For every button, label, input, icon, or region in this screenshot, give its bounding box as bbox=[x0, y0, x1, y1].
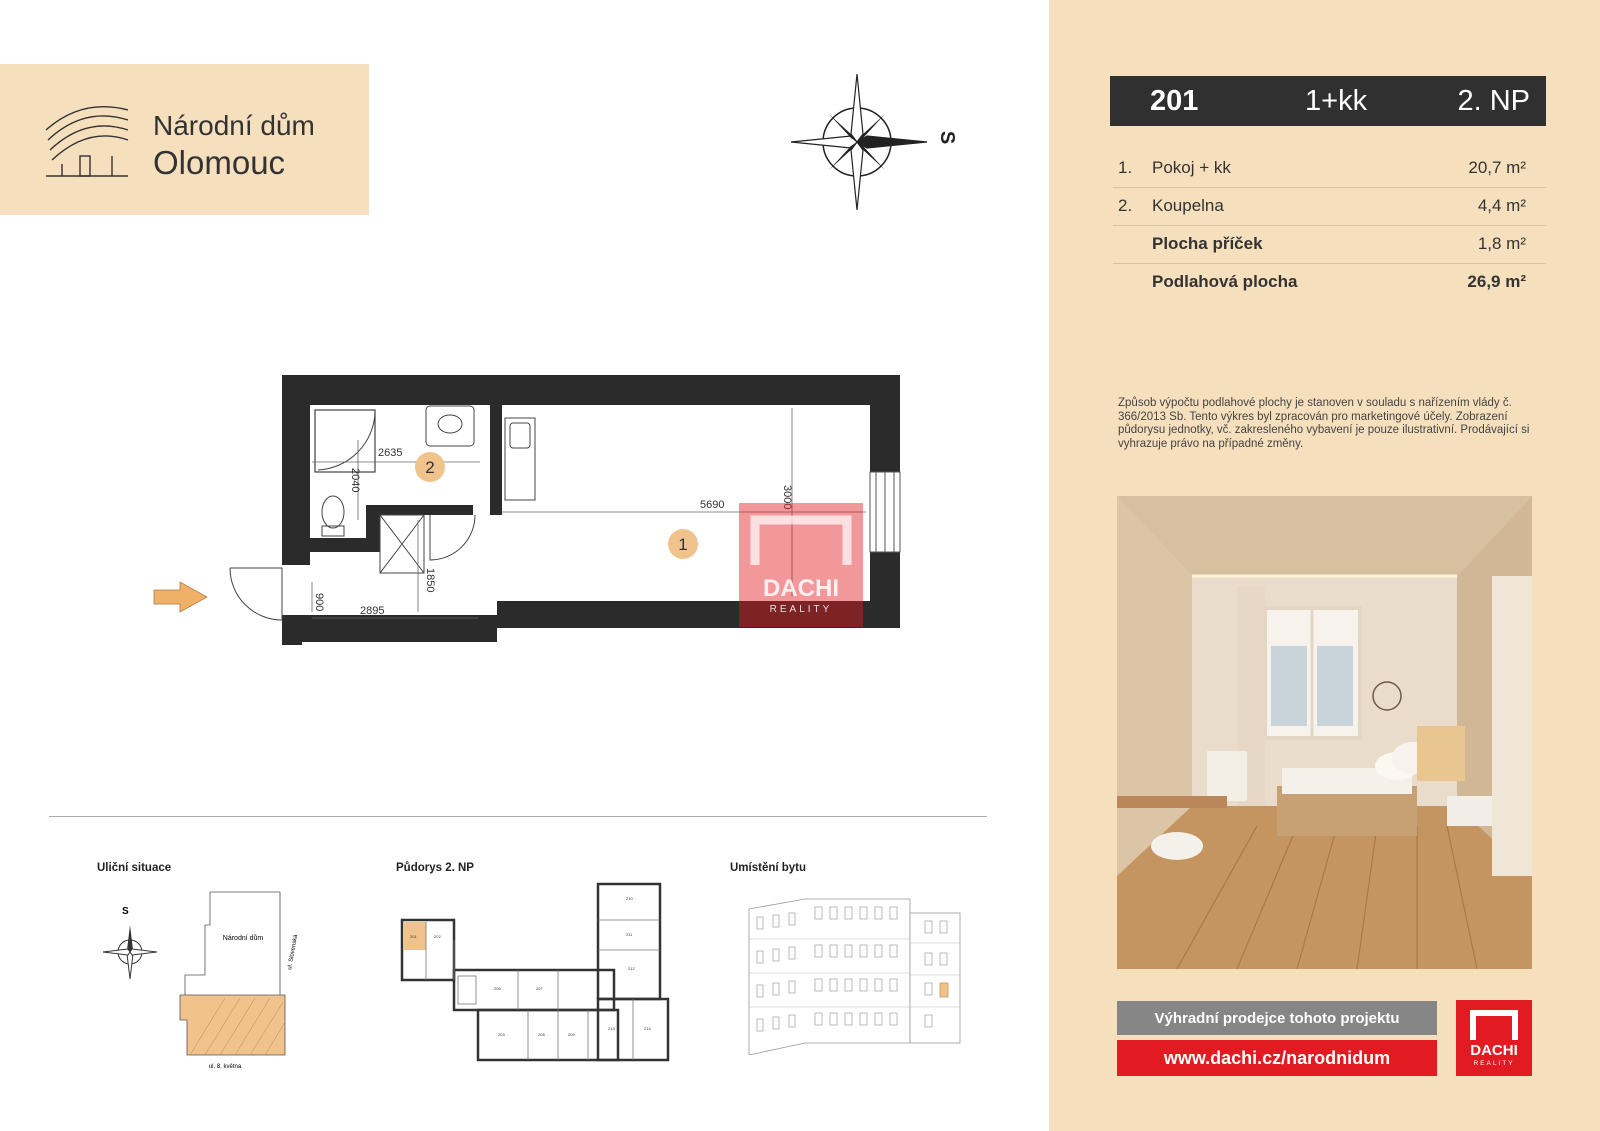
room-name: Pokoj + kk bbox=[1152, 158, 1231, 177]
watermark-sub: REALITY bbox=[769, 604, 833, 615]
floor-area-label: Podlahová plocha bbox=[1152, 272, 1298, 291]
mini-unit-206: 206 bbox=[494, 986, 501, 991]
partition-area-row bbox=[1113, 226, 1546, 264]
unit-floor-plan bbox=[0, 0, 1000, 800]
street-situation-title: Uliční situace bbox=[97, 862, 172, 874]
mini-unit-202: 202 bbox=[434, 934, 441, 939]
unit-floor: 2. NP bbox=[1457, 84, 1530, 117]
mini-unit-208: 208 bbox=[538, 1032, 545, 1037]
room-row bbox=[1113, 150, 1546, 188]
partition-area-value: 1,8 m² bbox=[1477, 234, 1526, 253]
disclaimer-note: Způsob výpočtu podlahové plochy je stanoven v souladu s nařízením vlády č. 366/2013 Sb. Tento výkres byl zpracován pro marketingové účely. Zobrazení půdorysu jednotky, vč. zakresleného vybavení je pouze ilustrativní. Prodávající si vyhrazuje právo na případné změny. bbox=[1118, 397, 1530, 450]
watermark-name: DACHI bbox=[763, 575, 839, 602]
dachi-logo bbox=[1456, 1000, 1532, 1076]
mini-compass-icon bbox=[103, 925, 157, 979]
mini-unit-207: 207 bbox=[536, 986, 543, 991]
room-table bbox=[1113, 150, 1546, 302]
building-facade-drawing bbox=[745, 895, 965, 1055]
room-area: 4,4 m² bbox=[1477, 196, 1526, 215]
mini-floor-plan bbox=[398, 880, 678, 1070]
dim-2895: 2895 bbox=[360, 605, 385, 617]
unit-number: 201 bbox=[1150, 84, 1199, 117]
mini-unit-212: 212 bbox=[628, 966, 635, 971]
dim-2635: 2635 bbox=[378, 447, 403, 459]
street-name-2: ul. 8. května bbox=[208, 1064, 242, 1070]
room-index: 2. bbox=[1118, 196, 1133, 215]
mini-unit-209: 209 bbox=[568, 1032, 575, 1037]
dachi-logo-name: DACHI bbox=[1470, 1042, 1518, 1059]
dim-5690: 5690 bbox=[700, 499, 725, 511]
room-area: 20,7 m² bbox=[1468, 158, 1526, 177]
room-label-2: 2 bbox=[425, 458, 435, 477]
interior-photo bbox=[1117, 496, 1532, 969]
dim-3000: 3000 bbox=[781, 485, 793, 510]
entrance-arrow-icon bbox=[154, 582, 207, 612]
mini-unit-213: 213 bbox=[608, 1026, 615, 1031]
partition-area-label: Plocha příček bbox=[1152, 234, 1263, 253]
mini-unit-201: 201 bbox=[410, 934, 417, 939]
project-website-link[interactable]: www.dachi.cz/narodnidum bbox=[1117, 1040, 1437, 1076]
logo-line-2: Olomouc bbox=[153, 144, 286, 181]
dim-1850: 1850 bbox=[424, 568, 436, 593]
unit-header bbox=[1110, 76, 1546, 126]
room-name: Koupelna bbox=[1152, 196, 1224, 215]
room-row bbox=[1113, 188, 1546, 226]
floor-area-row bbox=[1113, 264, 1546, 302]
exclusive-seller-label: Výhradní prodejce tohoto projektu bbox=[1117, 1001, 1437, 1035]
unit-type: 1+kk bbox=[1305, 84, 1368, 117]
mini-unit-214: 214 bbox=[644, 1026, 651, 1031]
unit-location-title: Umístění bytu bbox=[730, 862, 807, 874]
mini-unit-210: 210 bbox=[626, 896, 633, 901]
mini-compass-label: S bbox=[122, 906, 129, 917]
street-name-1: ul. Slovenská bbox=[287, 934, 300, 971]
room-label-1: 1 bbox=[678, 535, 688, 554]
floor-area-value: 26,9 m² bbox=[1467, 272, 1526, 291]
building-name: Národní dům bbox=[222, 935, 264, 942]
logo-line-1: Národní dům bbox=[153, 110, 315, 141]
dim-2040: 2040 bbox=[349, 468, 361, 493]
section-divider bbox=[49, 816, 987, 817]
street-situation-map bbox=[95, 880, 325, 1070]
room-index: 1. bbox=[1118, 158, 1133, 177]
dachi-arch-icon bbox=[1470, 1010, 1518, 1040]
mini-unit-203: 203 bbox=[498, 1032, 505, 1037]
dim-900: 900 bbox=[313, 593, 325, 612]
dachi-logo-sub: REALITY bbox=[1473, 1060, 1515, 1067]
mini-unit-211: 211 bbox=[626, 932, 633, 937]
unit-location-highlight bbox=[940, 983, 948, 997]
floorplan-title: Půdorys 2. NP bbox=[396, 862, 474, 874]
compass-direction-label: S bbox=[936, 130, 959, 145]
